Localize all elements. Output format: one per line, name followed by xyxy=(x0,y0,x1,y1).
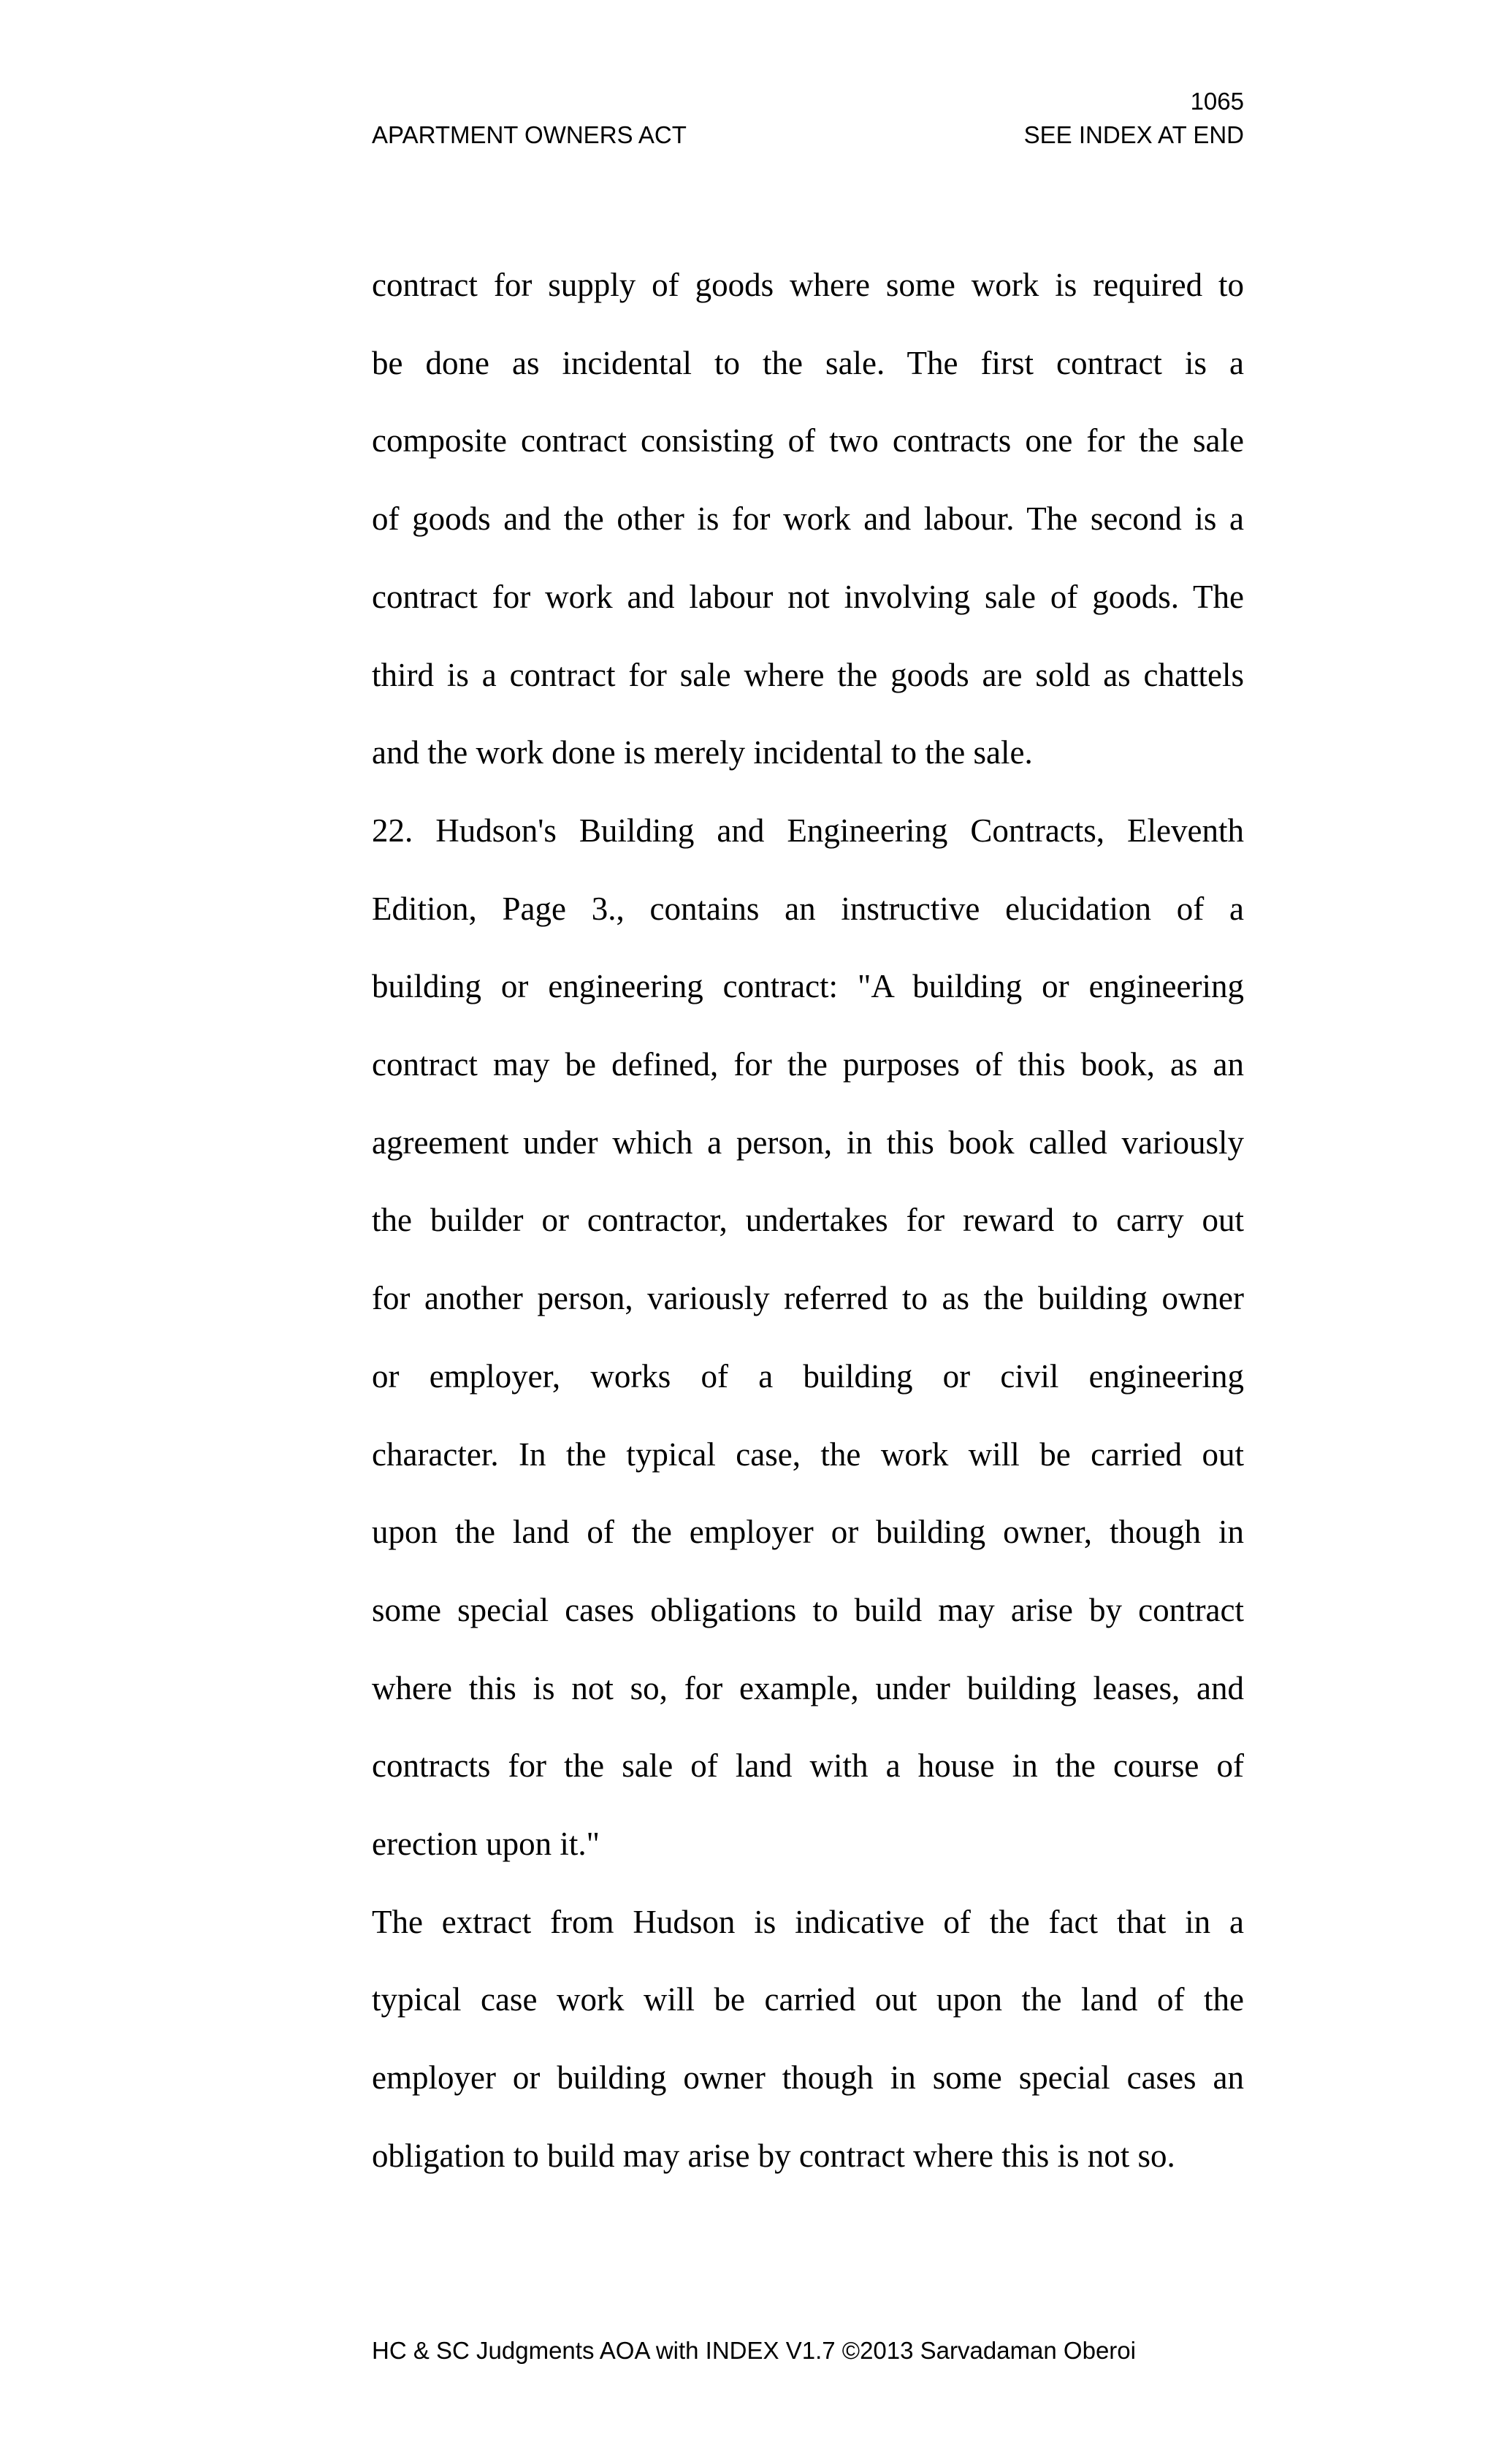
body-line: contract for work and labour not involving sale of goods. The xyxy=(372,578,1244,615)
body-line: be done as incidental to the sale. The first contract is a xyxy=(372,344,1244,381)
body-line: where this is not so, for example, under building leases, and xyxy=(372,1669,1244,1706)
body-line: The extract from Hudson is indicative of the fact that in a xyxy=(372,1903,1244,1940)
header-row xyxy=(372,118,1244,152)
body-line: 22. Hudson's Building and Engineering Contracts, Eleventh xyxy=(372,812,1244,849)
body-line: and the work done is merely incidental to the sale. xyxy=(372,734,1033,771)
page-header xyxy=(372,85,1244,152)
body-line: of goods and the other is for work and labour. The second is a xyxy=(372,500,1244,538)
body-line: upon the land of the employer or building owner, though in xyxy=(372,1514,1244,1551)
body-line: the builder or contractor, undertakes for reward to carry out xyxy=(372,1202,1244,1239)
body-line: contract may be defined, for the purposes of this book, as an xyxy=(372,1046,1244,1083)
document-body xyxy=(372,246,1244,2195)
body-line: contracts for the sale of land with a house in the course of xyxy=(372,1747,1244,1785)
body-line: character. In the typical case, the work will be carried out xyxy=(372,1435,1244,1473)
body-line: for another person, variously referred to as the building owner xyxy=(372,1280,1244,1317)
body-paragraph xyxy=(372,246,1244,792)
body-paragraph xyxy=(372,1883,1244,2195)
body-line: composite contract consisting of two contracts one for the sale xyxy=(372,422,1244,459)
body-line: or employer, works of a building or civil engineering xyxy=(372,1357,1244,1395)
body-paragraph xyxy=(372,792,1244,1883)
body-line: typical case work will be carried out upon the land of the xyxy=(372,1981,1244,2018)
body-line: building or engineering contract: "A building or engineering xyxy=(372,968,1244,1005)
body-line: erection upon it." xyxy=(372,1826,600,1863)
page-footer: HC & SC Judgments AOA with INDEX V1.7 ©2013 Sarvadaman Oberoi xyxy=(372,2337,1136,2364)
body-line: employer or building owner though in some special cases an xyxy=(372,2059,1244,2097)
header-title-left: APARTMENT OWNERS ACT xyxy=(372,121,687,148)
body-line: some special cases obligations to build may arise by contract xyxy=(372,1591,1244,1628)
body-line: Edition, Page 3., contains an instructive elucidation of a xyxy=(372,890,1244,927)
header-title-right: SEE INDEX AT END xyxy=(1023,121,1244,148)
body-line: third is a contract for sale where the goods are sold as chattels xyxy=(372,656,1244,693)
body-line: contract for supply of goods where some work is required to xyxy=(372,267,1244,303)
page-number: 1065 xyxy=(1190,88,1244,115)
body-line: obligation to build may arise by contract where this is not so. xyxy=(372,2137,1175,2174)
body-line: agreement under which a person, in this book called variously xyxy=(372,1124,1244,1161)
